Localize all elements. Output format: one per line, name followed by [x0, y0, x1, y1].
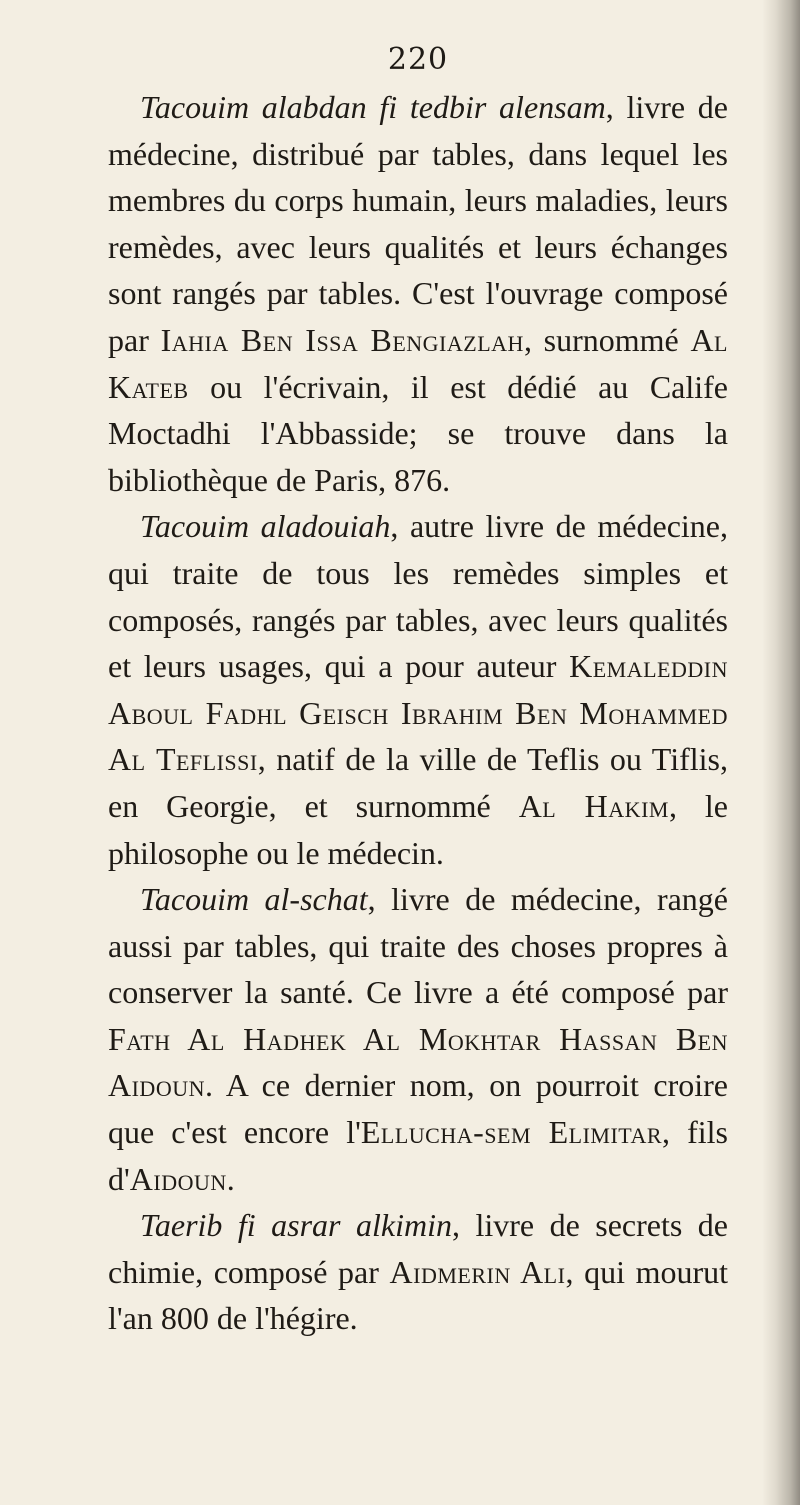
- entry-text: .: [226, 1160, 235, 1197]
- entry-text: ou l'écrivain, il est dédié au Calife Moctadhi l'Abbasside; se trouve dans la bibliothèque de Paris, 876.: [108, 368, 728, 498]
- entry-text: , natif de la ville de Teflis ou Tiflis, en Georgie, et surnommé: [108, 741, 728, 824]
- page-gutter-shadow: [762, 0, 800, 1505]
- entry-tacouim-aladouiah: [108, 503, 728, 876]
- author-name: Iahia Ben Issa Bengiazlah: [160, 321, 524, 358]
- page-number: 220: [387, 42, 449, 77]
- entry-text: , fils d': [108, 1114, 729, 1197]
- entry-title: Tacouim alabdan fi tedbir alensam: [140, 89, 606, 125]
- entry-taerib-fi-asrar: [108, 1202, 728, 1342]
- author-name: Fath Al Hadhek Al Mokhtar Hassan Ben Aidoun: [108, 1020, 728, 1104]
- entry-text: . A ce dernier nom, on pourroit croire que c'est encore l': [108, 1067, 728, 1151]
- author-surname: Al Kateb: [108, 321, 728, 405]
- entry-text: , surnommé: [523, 321, 691, 358]
- author-name: Aidmerin Ali: [389, 1253, 566, 1290]
- entry-text: , livre de médecine, rangé aussi par tables, qui traite des choses propres à conserver la santé. Ce livre a été composé par: [108, 881, 728, 1011]
- entry-tacouim-alabdan: [108, 84, 728, 503]
- entry-text: , qui mourut l'an 800 de l'hégire.: [108, 1253, 728, 1337]
- entry-title: Taerib fi asrar alkimin: [140, 1207, 452, 1244]
- related-name: Aidoun: [129, 1160, 227, 1197]
- related-name: Ellucha-sem Elimitar: [360, 1114, 663, 1151]
- entry-title: Tacouim aladouiah: [140, 508, 391, 545]
- author-name: Kemaleddin Aboul Fadhl Geisch Ibrahim Ben Mohammed Al Teflissi: [108, 648, 728, 778]
- entry-text: , livre de médecine, distribué par tables, dans lequel les membres du corps humain, leurs maladies, leurs remèdes, avec leurs qualités et leurs échanges sont rangés par tables. C'est l'ouvrage composé par: [108, 89, 729, 358]
- entry-tacouim-al-schat: [108, 876, 728, 1202]
- entry-text: , le philosophe ou le médecin.: [108, 787, 729, 871]
- entry-text: , autre livre de médecine, qui traite de tous les remèdes simples et composés, rangés par tables, avec leurs qualités et leurs usages, qui a pour auteur: [108, 508, 729, 685]
- entry-title: Tacouim al-schat: [140, 881, 368, 918]
- author-surname: Al Hakim: [518, 787, 669, 824]
- entry-text: , livre de secrets de chimie, composé par: [108, 1207, 729, 1290]
- book-page: [108, 40, 728, 1342]
